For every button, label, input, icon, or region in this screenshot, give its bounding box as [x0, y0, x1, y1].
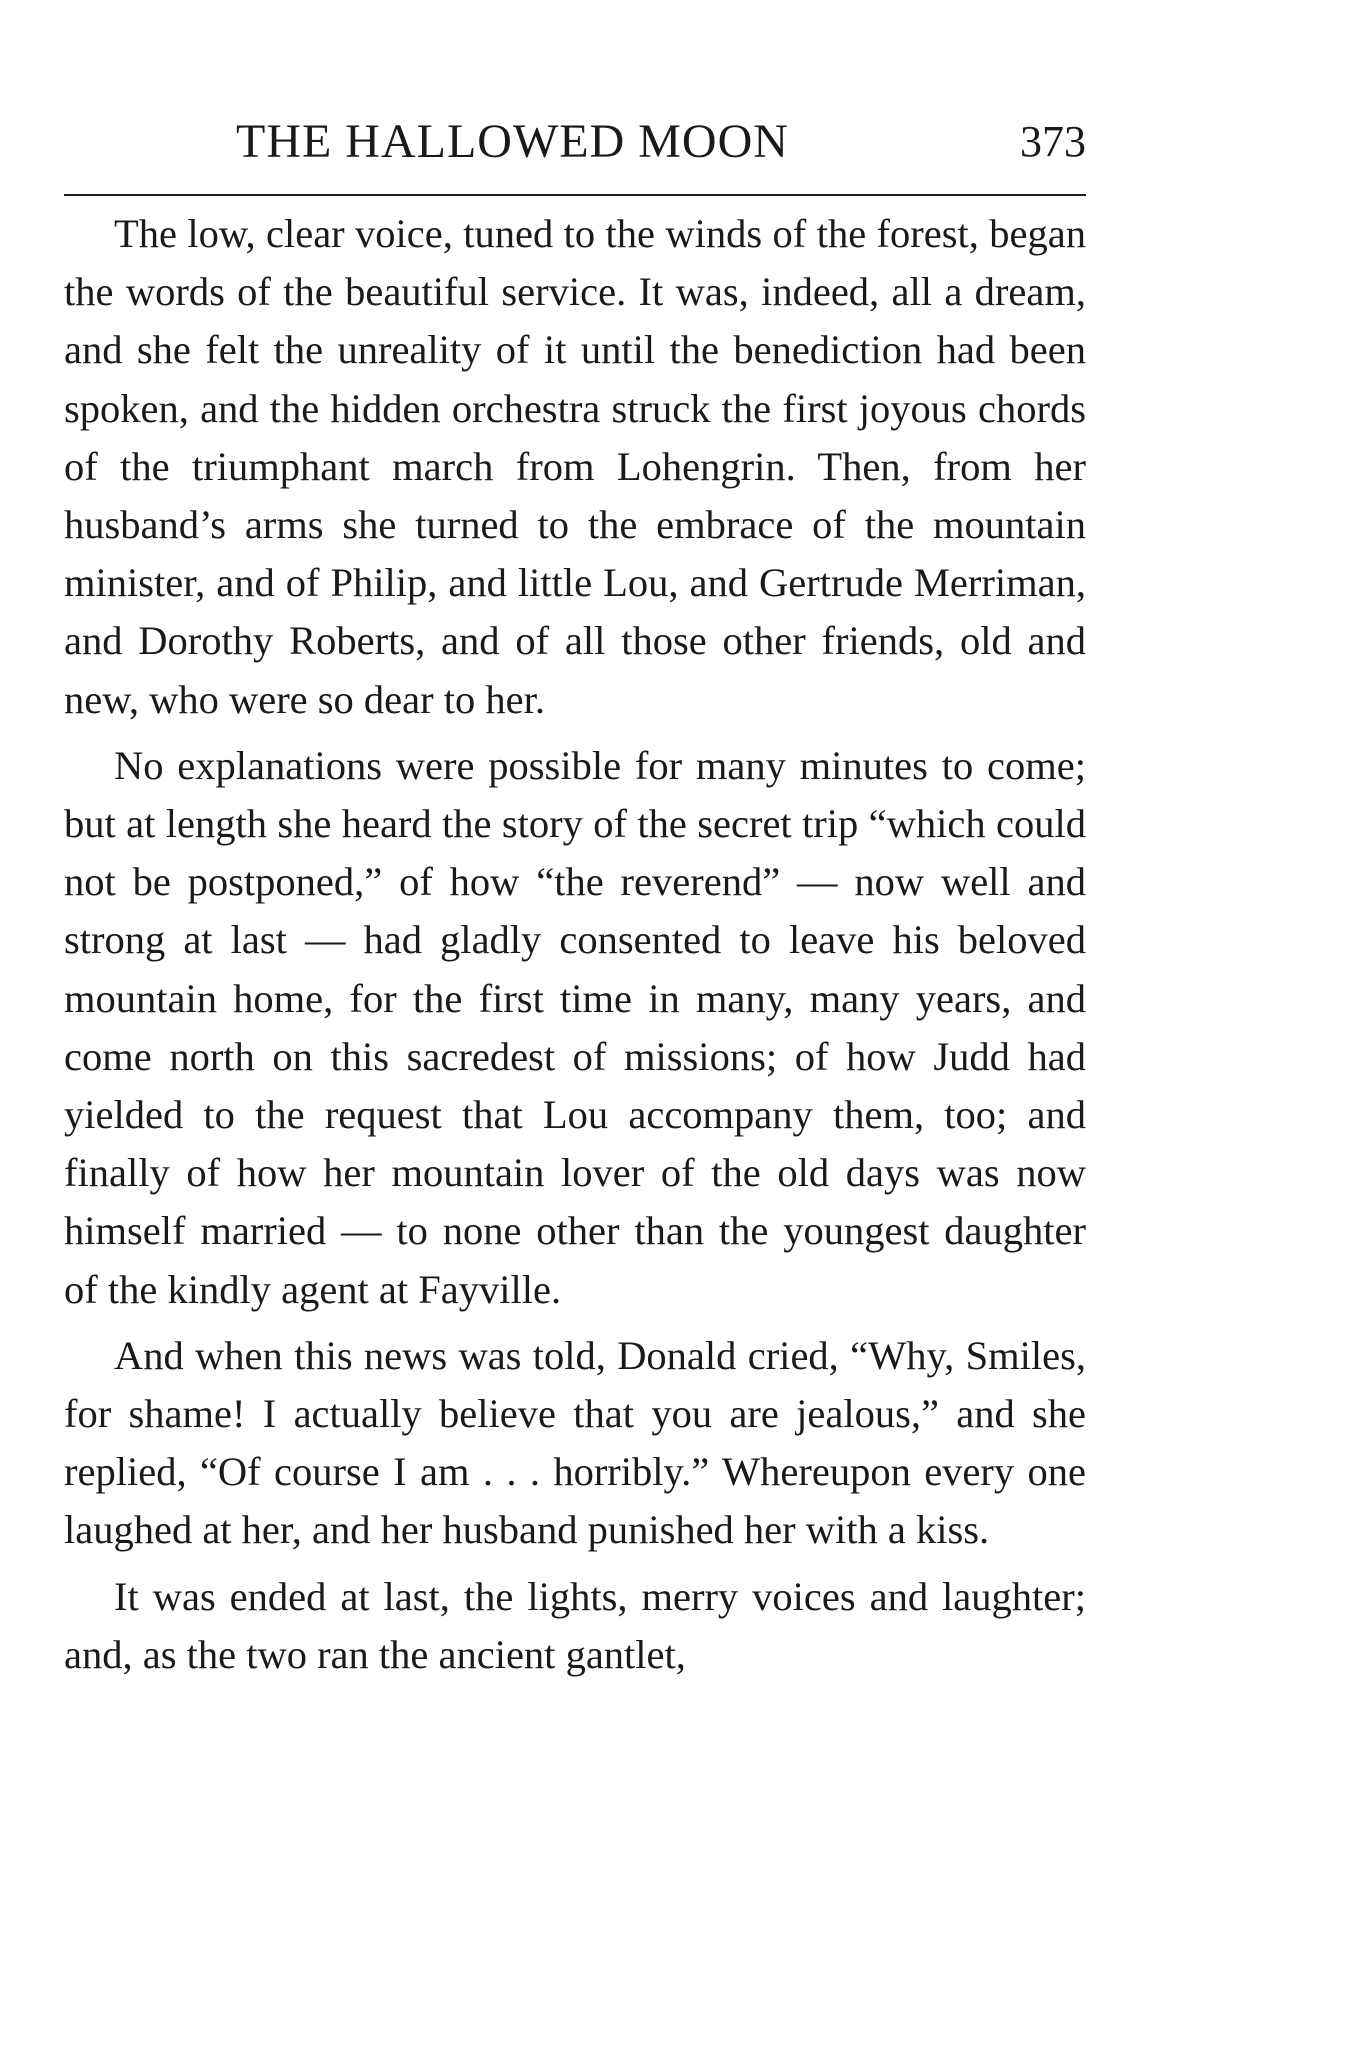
header-rule: [64, 194, 1086, 196]
body-text: [64, 205, 1086, 1692]
running-head: [64, 112, 1086, 172]
paragraph: It was ended at last, the lights, merry voices and laughter; and, as the two ran the ancient gantlet,: [64, 1573, 1086, 1677]
running-title: THE HALLOWED MOON: [236, 115, 789, 168]
paragraph: No explanations were possible for many minutes to come; but at length she heard the story of the secret trip “which could not be postponed,” of how “the reverend” — now well and strong at last — had gladly consented to leave his beloved mountain home, for the first time in many, many years, and come north on this sacredest of missions; of how Judd had yielded to the request that Lou accompany them, too; and finally of how her mountain lover of the old days was now himself married — to none other than the youngest daughter of the kindly agent at Fayville.: [64, 742, 1086, 1312]
page-number: 373: [1020, 117, 1086, 166]
paragraph: And when this news was told, Donald cried, “Why, Smiles, for shame! I actually believe that you are jealous,” and she replied, “Of course I am . . . horribly.” Whereupon every one laughed at her, and her husband punished her with a kiss.: [64, 1332, 1086, 1553]
paragraph: The low, clear voice, tuned to the winds of the forest, began the words of the beautiful service. It was, indeed, all a dream, and she felt the unreality of it until the benediction had been spoken, and the hidden orchestra struck the first joyous chords of the triumphant march from Lohengrin. Then, from her husband’s arms she turned to the embrace of the mountain minister, and of Philip, and little Lou, and Gertrude Merriman, and Dorothy Roberts, and of all those other friends, old and new, who were so dear to her.: [64, 211, 1086, 722]
